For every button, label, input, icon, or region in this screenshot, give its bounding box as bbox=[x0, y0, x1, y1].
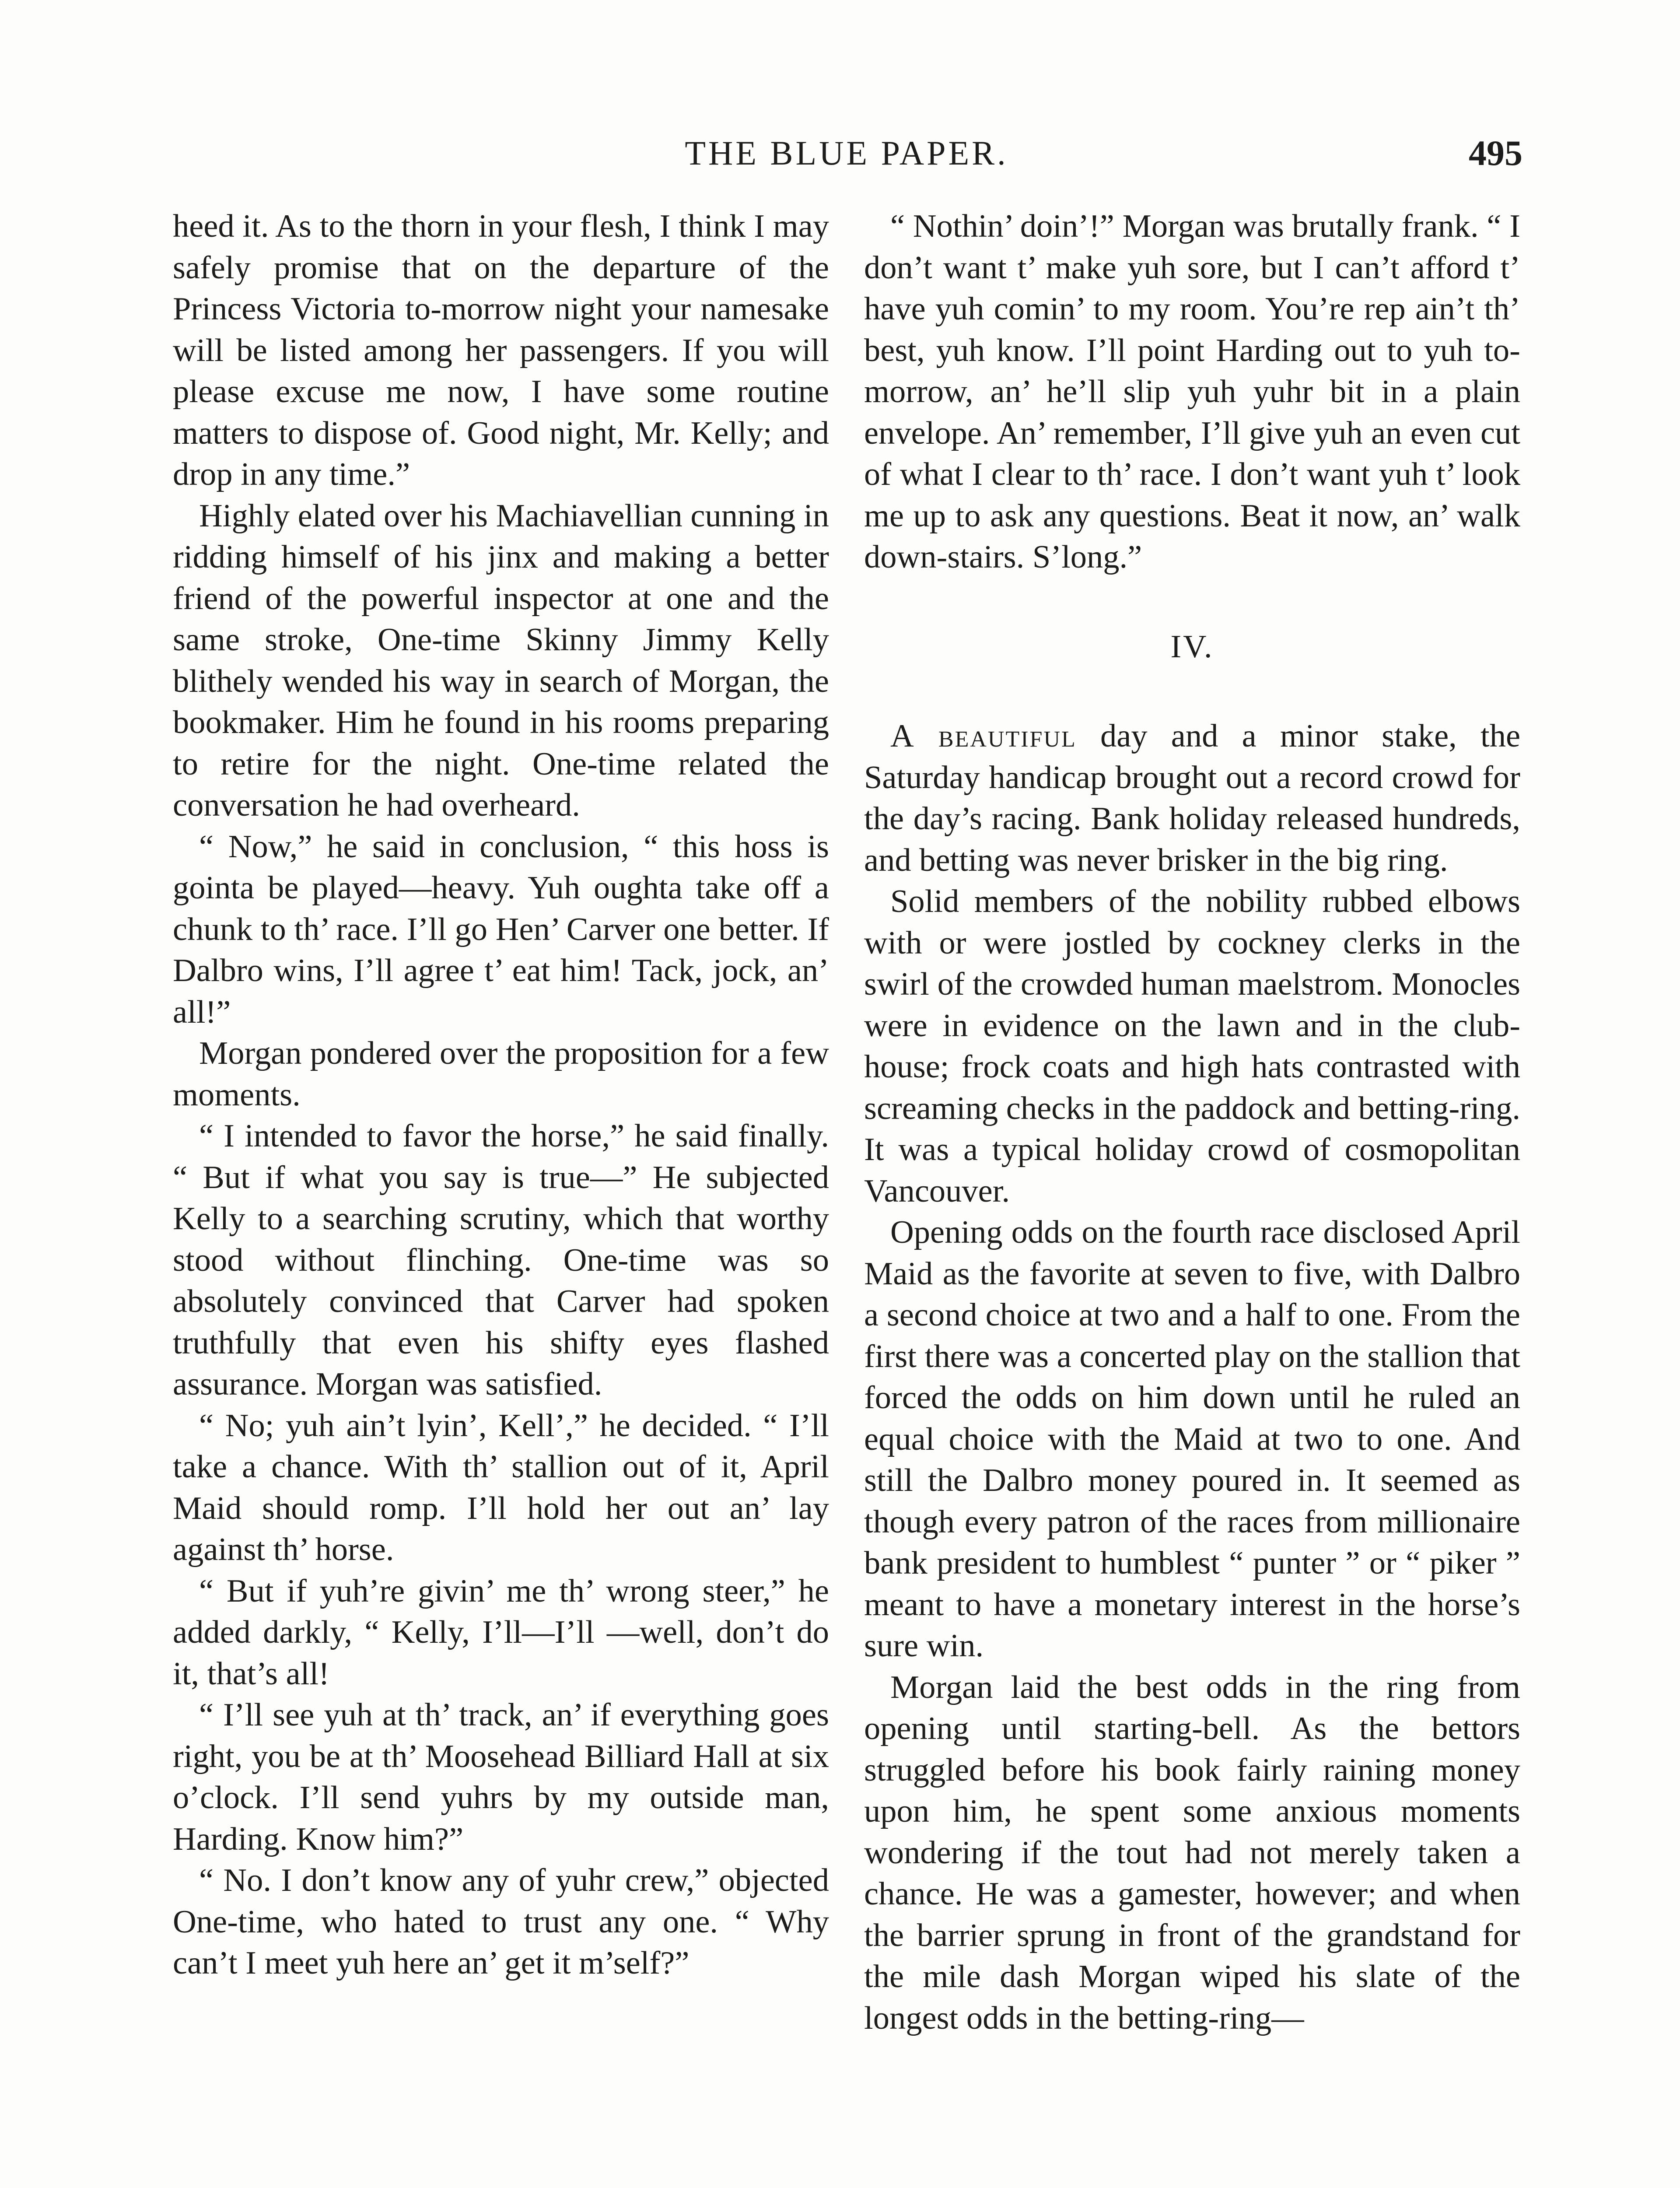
paragraph: “ I intended to favor the horse,” he said finally. “ But if what you say is true—” He subjected Kelly to a searching scrutiny, which that worthy stood without flinching. One-time was so absolutely convinced that Carver had spoken truthfully that even his shifty eyes flashed assurance. Morgan was satisfied. bbox=[173, 1118, 829, 1402]
paragraph: Opening odds on the fourth race disclosed April Maid as the favorite at seven to five, with Dalbro a second choice at two and a half to one. From the first there was a concerted play on the stallion that forced the odds on him down until he ruled an equal choice with the Maid at two to one. And still the Dalbro money poured in. It seemed as though every patron of the races from millionaire bank president to humblest “ punter ” or “ piker ” meant to have a monetary interest in the horse’s sure win. bbox=[864, 1214, 1520, 1664]
paragraph: “ No. I don’t know any of yuhr crew,” objected One-time, who hated to trust any one. “ Why can’t I meet yuh here an’ get it m’self?” bbox=[173, 1862, 829, 1981]
running-title: THE BLUE PAPER. bbox=[685, 134, 1008, 172]
running-head bbox=[171, 127, 1522, 179]
left-column bbox=[173, 206, 829, 1984]
paragraph: “ Now,” he said in conclusion, “ this hoss is gointa be played—heavy. Yuh oughta take off a chunk to th’ race. I’ll go Hen’ Carver one better. If Dalbro wins, I’ll agree t’ eat him! Tack, jock, an’ all!” bbox=[173, 828, 829, 1030]
paragraph: “ No; yuh ain’t lyin’, Kell’,” he decided. “ I’ll take a chance. With th’ stallion out of it, April Maid should romp. I’ll hold her out an’ lay against th’ horse. bbox=[173, 1407, 829, 1567]
paragraph: Highly elated over his Machiavellian cunning in ridding himself of his jinx and making a better friend of the powerful inspector at one and the same stroke, One-time Skinny Jimmy Kelly blithely wended his way in search of Morgan, the bookmaker. Him he found in his rooms preparing to retire for the night. One-time related the conversation he had overheard. bbox=[173, 498, 829, 823]
paragraph bbox=[864, 715, 1520, 881]
opening-words: A beautiful bbox=[890, 718, 1077, 754]
paragraph-text: day and a minor stake, the Saturday handicap brought out a record crowd for the day’s racing. Bank holiday released hundreds, and betting was never brisker in the big ring. bbox=[864, 718, 1521, 878]
right-column bbox=[864, 206, 1520, 2039]
paragraph: Morgan pondered over the proposition for a few moments. bbox=[173, 1035, 829, 1113]
paragraph: “ Nothin’ doin’!” Morgan was brutally frank. “ I don’t want t’ make yuh sore, but I can’t afford t’ have yuh comin’ to my room. You’re rep ain’t th’ best, yuh know. I’ll point Harding out to yuh to-morrow, an’ he’ll slip yuh yuhr bit in a plain envelope. An’ remember, I’ll give yuh an even cut of what I clear to th’ race. I don’t want yuh t’ look me up to ask any questions. Beat it now, an’ walk down-stairs. S’long.” bbox=[864, 208, 1520, 575]
paragraph: “ But if yuh’re givin’ me th’ wrong steer,” he added darkly, “ Kelly, I’ll—I’ll —well, don’t do it, that’s all! bbox=[173, 1573, 829, 1692]
page-number: 495 bbox=[1469, 133, 1522, 173]
paragraph: Morgan laid the best odds in the ring from opening until starting-bell. As the bettors struggled before his book fairly raining money upon him, he spent some anxious moments wondering if the tout had not merely taken a chance. He was a gamester, however; and when the barrier sprung in front of the grandstand for the mile dash Morgan wiped his slate of the longest odds in the betting-ring— bbox=[864, 1669, 1520, 2036]
paragraph: heed it. As to the thorn in your flesh, I think I may safely promise that on the departure of the Princess Victoria to-morrow night your namesake will be listed among her passengers. If you will please excuse me now, I have some routine matters to dispose of. Good night, Mr. Kelly; and drop in any time.” bbox=[173, 208, 829, 492]
section-heading: IV. bbox=[1170, 628, 1214, 665]
paragraph: Solid members of the nobility rubbed elbows with or were jostled by cockney clerks in the swirl of the crowded human maelstrom. Monocles were in evidence on the lawn and in the club-house; frock coats and high hats contrasted with screaming checks in the paddock and betting-ring. It was a typical holiday crowd of cosmopolitan Vancouver. bbox=[864, 884, 1521, 1209]
paragraph: “ I’ll see yuh at th’ track, an’ if everything goes right, you be at th’ Moosehead Billiard Hall at six o’clock. I’ll send yuhrs by my outside man, Harding. Know him?” bbox=[173, 1697, 829, 1857]
